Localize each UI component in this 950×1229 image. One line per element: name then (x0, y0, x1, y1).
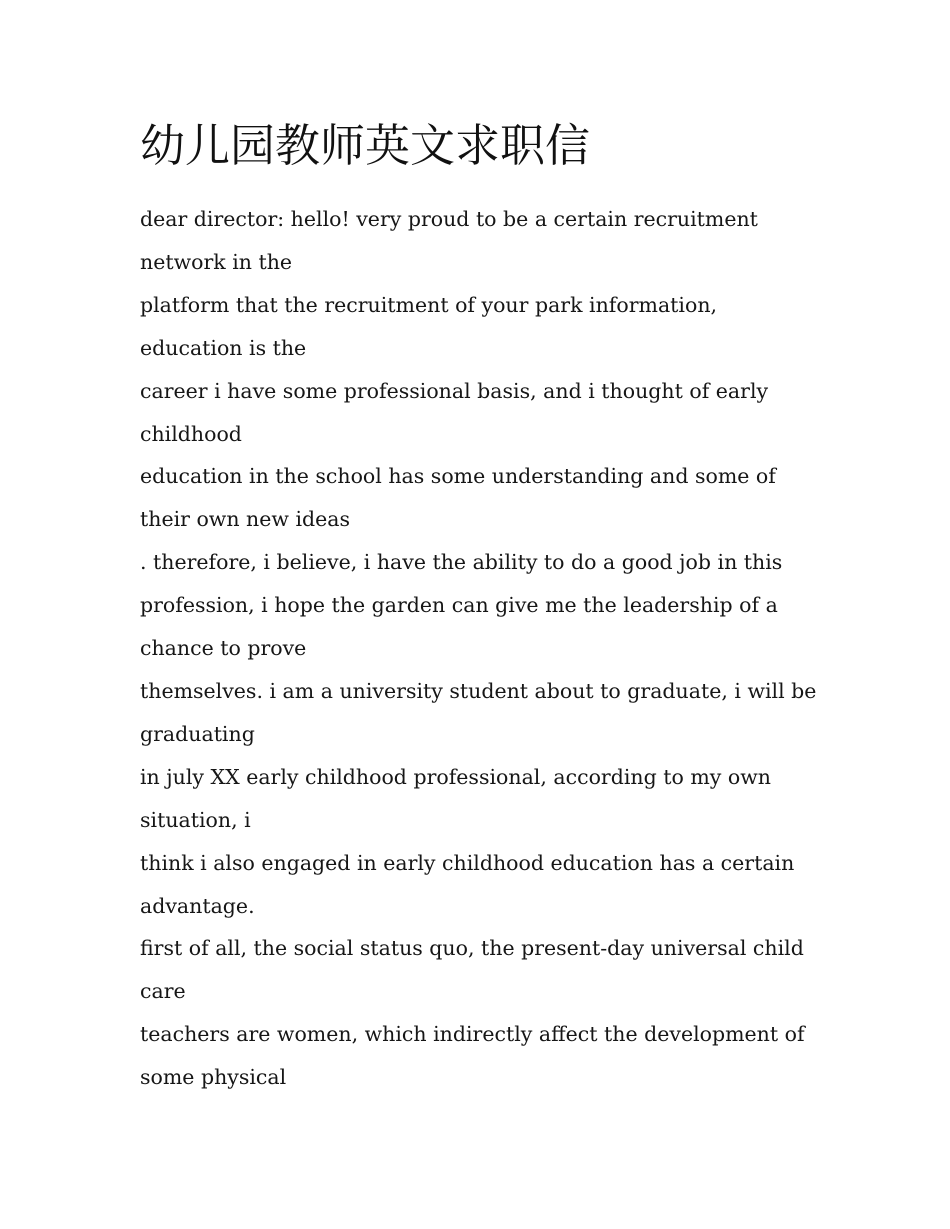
body-line: . therefore, i believe, i have the ability to do a good job in this (140, 550, 783, 575)
body-line: platform that the recruitment of your park information, (140, 292, 718, 317)
body-line: profession, i hope the garden can give me the leadership of a (140, 593, 778, 618)
body-line: first of all, the social status quo, the present-day universal child (140, 936, 804, 961)
body-line: education in the school has some understanding and some of (140, 464, 776, 489)
body-line: career i have some professional basis, and i thought of early (140, 378, 769, 403)
body-line: network in the (140, 249, 293, 274)
body-line: think i also engaged in early childhood education has a certain (140, 850, 795, 875)
body-line: childhood (140, 421, 242, 446)
document-body (140, 198, 820, 1099)
body-line: situation, i (140, 807, 251, 832)
body-line: their own new ideas (140, 507, 351, 532)
body-line: in july XX early childhood professional, according to my own (140, 764, 771, 789)
body-line: themselves. i am a university student about to graduate, i will be (140, 678, 817, 703)
body-line: chance to prove (140, 636, 307, 661)
body-line: advantage. (140, 893, 255, 918)
body-line: some physical (140, 1065, 287, 1090)
document-page (140, 112, 820, 1099)
document-title: 幼儿园教师英文求职信 (140, 119, 591, 172)
body-line: dear director: hello! very proud to be a certain recruitment (140, 207, 758, 231)
body-line: education is the (140, 335, 307, 360)
body-line: graduating (140, 721, 255, 746)
body-line: teachers are women, which indirectly affect the development of (140, 1022, 805, 1047)
body-line: care (140, 979, 186, 1004)
